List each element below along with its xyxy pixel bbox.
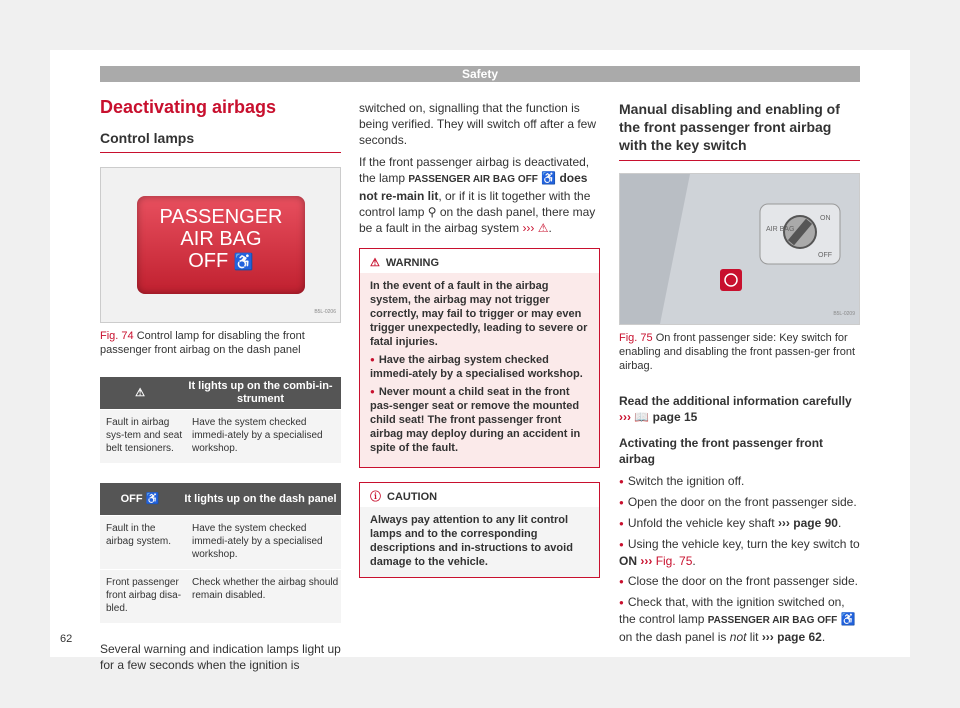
middle-column xyxy=(359,100,600,578)
airbag-label: AIR BAG xyxy=(766,226,795,233)
section-subtitle: Control lamps xyxy=(100,130,341,153)
step: ● Unfold the vehicle key shaft ››› page 90. xyxy=(619,515,860,532)
figure-ref: B5L-0206 xyxy=(314,309,336,315)
warning-bullet: ● Never mount a child seat in the front pas-senger seat or remove the mounted child seat! The front passenger front airbag may deploy during an accident in spite of the fault. xyxy=(370,385,589,455)
off-label: OFF xyxy=(818,252,832,259)
warning-icon: ⚠ xyxy=(370,257,380,269)
footer-paragraph: Several warning and indication lamps light up for a few seconds when the ignition is xyxy=(100,642,341,672)
read-info: Read the additional information carefully ››› 📖 page 15 xyxy=(619,394,852,424)
page-title: Deactivating airbags xyxy=(100,97,277,117)
table-row: Fault in airbag sys-tem and seat belt tensioners. Have the system checked immedi-ately by a specialised workshop. xyxy=(100,409,341,463)
caution-box: ⓘ CAUTION Always pay attention to any lit control lamps and to the corresponding descriptions and in-structions to avoid damage to the vehicle. xyxy=(359,482,600,578)
caution-icon: ⓘ xyxy=(370,491,381,503)
airbag-off-lamp-image: PASSENGER AIR BAG OFF ♿ xyxy=(137,196,305,294)
paragraph: If the front passenger airbag is deactivated, the lamp PASSENGER AIR BAG OFF ♿ does not re-main lit, or if it is lit together with the control lamp ⚲ on the dash panel, there may be a fault in the airbag system ››› ⚠. xyxy=(359,155,596,235)
section-header: Safety xyxy=(100,66,860,82)
off-lamp-icon: OFF ♿ xyxy=(120,492,160,505)
table-row: Fault in the airbag system. Have the system checked immedi-ately by a specialised workshop. xyxy=(100,515,341,569)
subheading: Activating the front passenger front airbag xyxy=(619,436,824,466)
child-seat-icon: ♿ xyxy=(233,254,254,271)
step: ● Using the vehicle key, turn the key switch to ON ››› Fig. 75. xyxy=(619,536,860,569)
table-dash-panel: OFF ♿ It lights up on the dash panel Fault in the airbag system. Have the system checked immedi-ately by a specialised workshop. Front passenger front airbag disa-bled. Check whether the airbag should remain disabled. xyxy=(100,483,341,623)
table-row: Front passenger front airbag disa-bled. Check whether the airbag should remain disabled. xyxy=(100,569,341,623)
book-icon: 📖 xyxy=(634,410,650,424)
step: ● Check that, with the ignition switched on, the control lamp PASSENGER AIR BAG OFF ♿ on the dash panel is not lit ››› page 62. xyxy=(619,594,860,645)
airbag-icon: ⚲ xyxy=(427,205,437,219)
airbag-warning-icon: ⚠ xyxy=(135,386,145,399)
section-title: Manual disabling and enabling of the front passenger front airbag with the key switch xyxy=(619,100,860,161)
figure-ref: B5L-0209 xyxy=(833,311,855,317)
on-label: ON xyxy=(820,215,831,222)
warning-bullet: ● Have the airbag system checked immedi-ately by a specialised workshop. xyxy=(370,353,589,381)
figure-caption: Fig. 75 On front passenger side: Key switch for enabling and disabling the front passen-ger front airbag. xyxy=(619,332,856,372)
airbag-off-lamp-label: PASSENGER AIR BAG OFF xyxy=(408,174,538,185)
paragraph: switched on, signalling that the function is being verified. They will switch off after a few seconds. xyxy=(359,101,596,147)
left-column xyxy=(100,96,341,679)
figure-75 xyxy=(619,173,860,325)
step: ● Close the door on the front passenger side. xyxy=(619,573,860,590)
figure-caption: Fig. 74 Control lamp for disabling the front passenger front airbag on the dash panel xyxy=(100,330,305,356)
right-column xyxy=(619,100,860,649)
page-number: 62 xyxy=(60,633,73,645)
step: ● Open the door on the front passenger side. xyxy=(619,494,860,511)
figure-74 xyxy=(100,167,341,323)
step: ● Switch the ignition off. xyxy=(619,473,860,490)
table-combi-instrument: ⚠ It lights up on the combi-in-strument Fault in airbag sys-tem and seat belt tensioners. Have the system checked immedi-ately by a specialised workshop. xyxy=(100,377,341,463)
warning-box: ⚠ WARNING In the event of a fault in the airbag system, the airbag may not trigger correctly, may fail to trigger or may even trigger unexpectedly, leading to severe or fatal injuries. ● Have the airbag system checked immedi-ately by a specialised workshop. ● Never mount a child seat in the front pas-senger seat or remove the mounted child seat! The front passenger front airbag may deploy during an accident in spite of the fault. xyxy=(359,248,600,468)
